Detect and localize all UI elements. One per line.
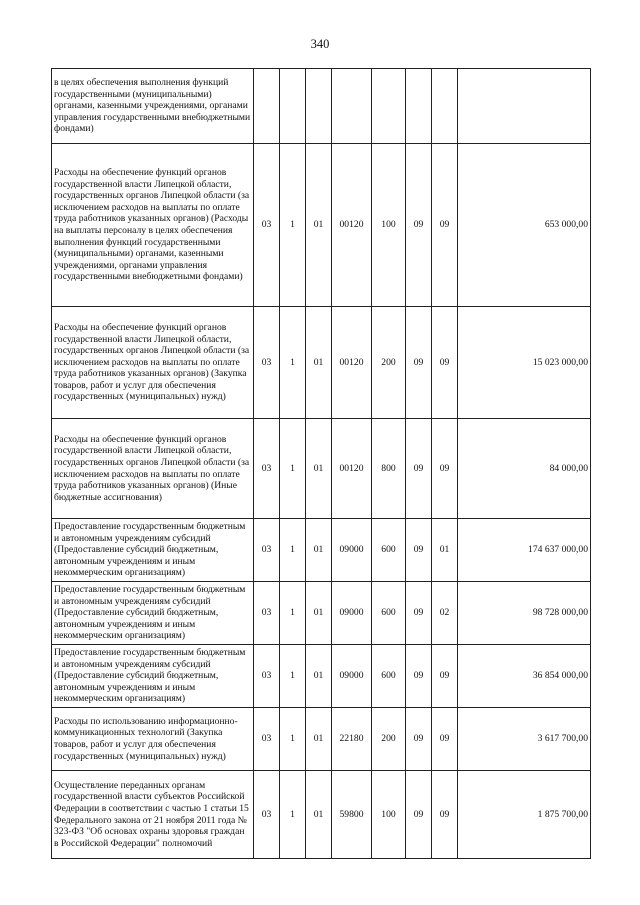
cell-code-6: 09	[406, 771, 432, 859]
cell-code-5: 100	[372, 771, 406, 859]
cell-amount: 84 000,00	[458, 419, 591, 519]
cell-code-5: 100	[372, 144, 406, 307]
cell-code-4: 09000	[332, 582, 372, 645]
cell-code-6: 09	[406, 307, 432, 419]
cell-code-1: 03	[254, 419, 280, 519]
cell-amount	[458, 69, 591, 144]
cell-code-3: 01	[306, 419, 332, 519]
cell-code-5: 200	[372, 708, 406, 771]
cell-code-6: 09	[406, 708, 432, 771]
row-description: Расходы по использованию информационно-коммуникационных технологий (Закупка товаров, работ и услуг для обеспечения государственных (муниципальных) нужд)	[52, 708, 254, 771]
cell-code-2: 1	[280, 519, 306, 582]
table-row	[52, 419, 591, 519]
cell-code-6: 09	[406, 144, 432, 307]
row-description: Осуществление переданных органам государственной власти субъектов Российской Федерации в соответствии с частью 1 статьи 15 Федерального закона от 21 ноября 2011 года № 323-ФЗ "Об основах охраны здоровья граждан в Российской Федерации" полномочий	[52, 771, 254, 859]
cell-amount: 1 875 700,00	[458, 771, 591, 859]
cell-code-7: 09	[432, 771, 458, 859]
table-row	[52, 69, 591, 144]
cell-code-5: 800	[372, 419, 406, 519]
cell-code-2	[280, 69, 306, 144]
row-description: Расходы на обеспечение функций органов государственной власти Липецкой области, государственных органов Липецкой области (за исключением расходов на выплаты по оплате труда работников указанных органов) (Закупка товаров, работ и услуг для обеспечения государственных (муниципальных) нужд)	[52, 307, 254, 419]
cell-amount: 36 854 000,00	[458, 645, 591, 708]
row-description: Предоставление государственным бюджетным и автономным учреждениям субсидий (Предоставление субсидий бюджетным, автономным учреждениям и иным некоммерческим организациям)	[52, 645, 254, 708]
cell-code-3: 01	[306, 771, 332, 859]
cell-code-1: 03	[254, 519, 280, 582]
cell-code-2: 1	[280, 708, 306, 771]
page-number: 340	[310, 37, 330, 51]
table-row	[52, 645, 591, 708]
cell-code-6: 09	[406, 519, 432, 582]
table-row	[52, 307, 591, 419]
cell-amount: 653 000,00	[458, 144, 591, 307]
cell-code-5: 600	[372, 519, 406, 582]
cell-code-6: 09	[406, 645, 432, 708]
row-description: Расходы на обеспечение функций органов государственной власти Липецкой области, государственных органов Липецкой области (за исключением расходов на выплаты по оплате труда работников указанных органов) (Иные бюджетные ассигнования)	[52, 419, 254, 519]
cell-code-5: 600	[372, 582, 406, 645]
cell-code-3: 01	[306, 144, 332, 307]
cell-code-2: 1	[280, 419, 306, 519]
cell-code-2: 1	[280, 582, 306, 645]
cell-code-4: 59800	[332, 771, 372, 859]
cell-amount: 15 023 000,00	[458, 307, 591, 419]
row-description: Предоставление государственным бюджетным и автономным учреждениям субсидий (Предоставление субсидий бюджетным, автономным учреждениям и иным некоммерческим организациям)	[52, 582, 254, 645]
cell-code-2: 1	[280, 771, 306, 859]
cell-code-7: 01	[432, 519, 458, 582]
cell-amount: 98 728 000,00	[458, 582, 591, 645]
cell-code-3: 01	[306, 307, 332, 419]
cell-code-4: 22180	[332, 708, 372, 771]
cell-code-6: 09	[406, 582, 432, 645]
row-description: в целях обеспечения выполнения функций государственными (муниципальными) органами, казенными учреждениями, органами управления государственными внебюджетными фондами)	[52, 69, 254, 144]
cell-code-4: 00120	[332, 307, 372, 419]
table-row	[52, 519, 591, 582]
cell-code-7	[432, 69, 458, 144]
cell-code-5: 200	[372, 307, 406, 419]
cell-code-2: 1	[280, 144, 306, 307]
cell-code-5	[372, 69, 406, 144]
cell-code-5: 600	[372, 645, 406, 708]
table-row	[52, 771, 591, 859]
cell-code-3: 01	[306, 582, 332, 645]
table-row	[52, 582, 591, 645]
cell-code-4: 09000	[332, 519, 372, 582]
cell-code-2: 1	[280, 307, 306, 419]
cell-code-3: 01	[306, 708, 332, 771]
cell-code-4	[332, 69, 372, 144]
cell-code-7: 09	[432, 307, 458, 419]
cell-code-2: 1	[280, 645, 306, 708]
cell-code-7: 09	[432, 144, 458, 307]
cell-code-4: 09000	[332, 645, 372, 708]
cell-code-6	[406, 69, 432, 144]
cell-code-1: 03	[254, 582, 280, 645]
cell-code-4: 00120	[332, 419, 372, 519]
cell-code-1: 03	[254, 771, 280, 859]
row-description: Расходы на обеспечение функций органов государственной власти Липецкой области, государственных органов Липецкой области (за исключением расходов на выплаты по оплате труда работников указанных органов) (Расходы на выплаты персоналу в целях обеспечения выполнения функций государственными (муниципальными) органами, казенными учреждениями, органами управления государственными внебюджетными фондами)	[52, 144, 254, 307]
cell-code-3: 01	[306, 645, 332, 708]
cell-code-7: 09	[432, 645, 458, 708]
cell-code-1: 03	[254, 708, 280, 771]
cell-code-6: 09	[406, 419, 432, 519]
cell-code-1: 03	[254, 144, 280, 307]
budget-table	[51, 68, 591, 859]
cell-code-4: 00120	[332, 144, 372, 307]
cell-amount: 174 637 000,00	[458, 519, 591, 582]
cell-amount: 3 617 700,00	[458, 708, 591, 771]
cell-code-1: 03	[254, 645, 280, 708]
cell-code-7: 09	[432, 419, 458, 519]
table-row	[52, 708, 591, 771]
row-description: Предоставление государственным бюджетным и автономным учреждениям субсидий (Предоставление субсидий бюджетным, автономным учреждениям и иным некоммерческим организациям)	[52, 519, 254, 582]
cell-code-1: 03	[254, 307, 280, 419]
cell-code-7: 09	[432, 708, 458, 771]
cell-code-1	[254, 69, 280, 144]
cell-code-7: 02	[432, 582, 458, 645]
cell-code-3	[306, 69, 332, 144]
cell-code-3: 01	[306, 519, 332, 582]
table-row	[52, 144, 591, 307]
